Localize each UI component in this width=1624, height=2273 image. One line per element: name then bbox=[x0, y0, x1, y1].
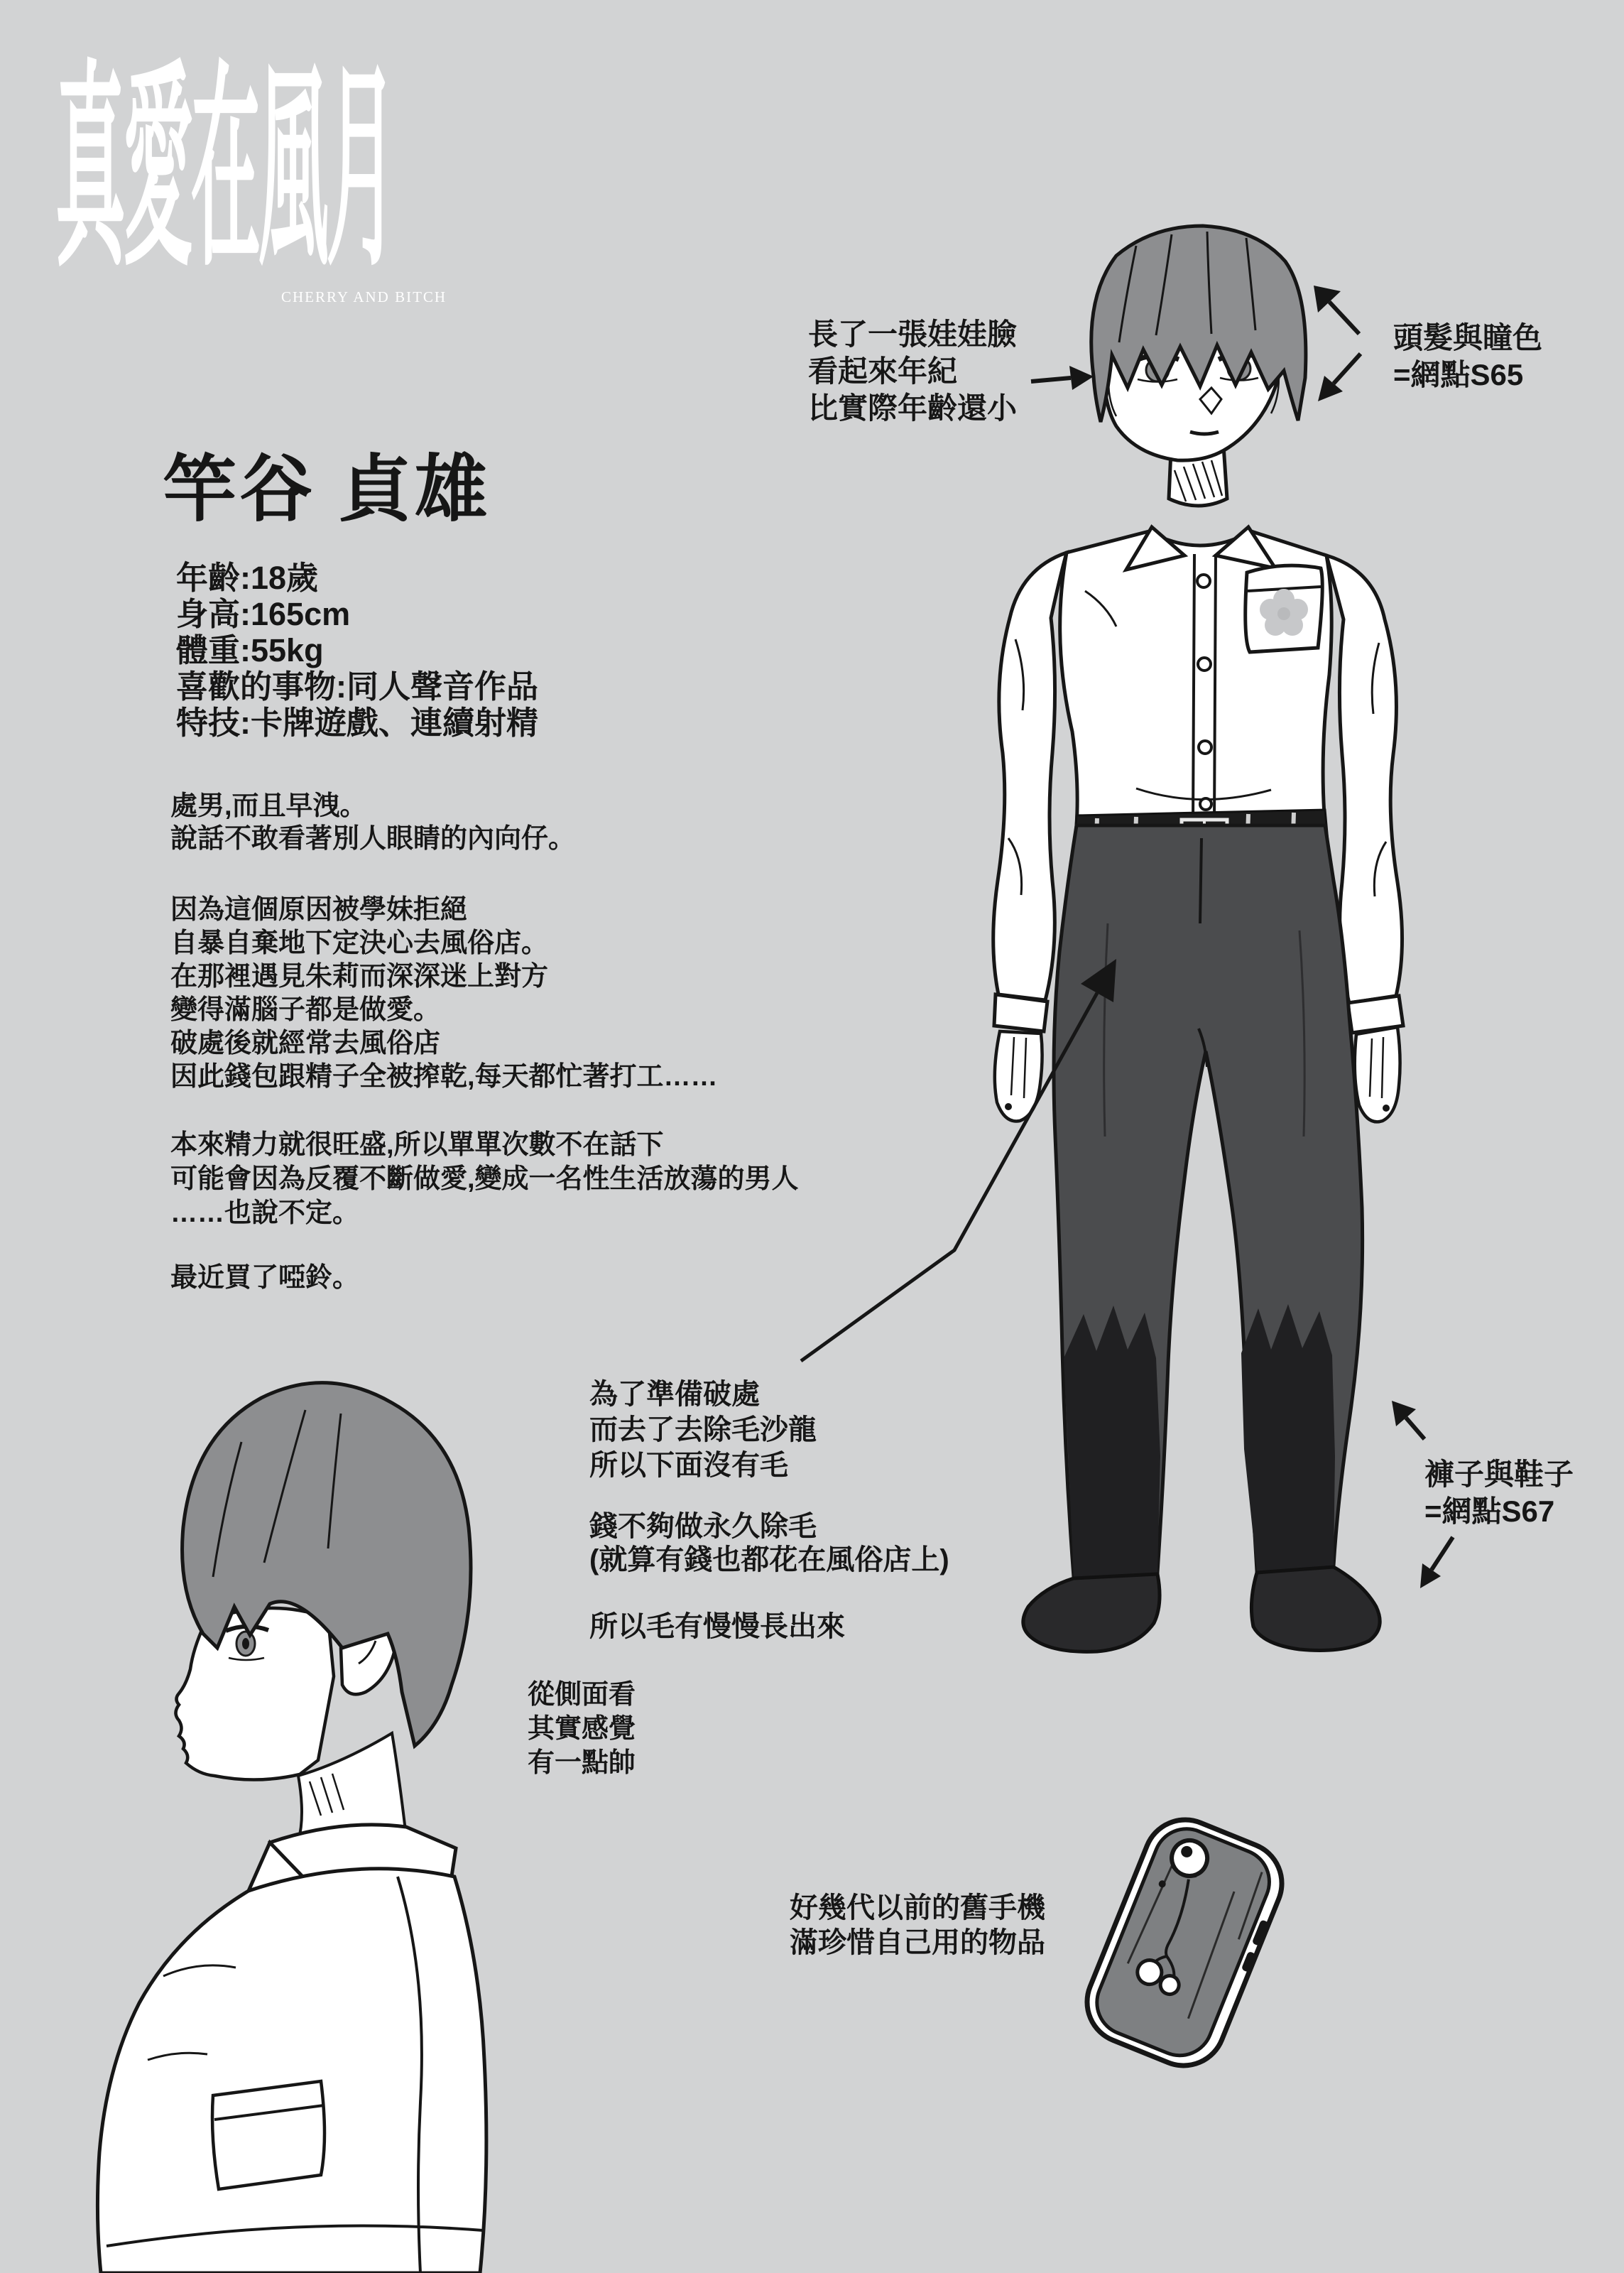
eye-tone-arrow-icon bbox=[1318, 354, 1361, 401]
hair-tone-arrow-icon bbox=[1314, 286, 1359, 334]
standing-figure-drawing bbox=[993, 226, 1403, 1651]
annotation-line: 頭髮與瞳色 bbox=[1393, 321, 1543, 354]
annotation-line: 長了一張娃娃臉 bbox=[808, 318, 1018, 351]
pants-tone-arrow-icon bbox=[1392, 1401, 1424, 1439]
bio-paragraph-1 bbox=[170, 790, 575, 855]
bio-line: 最近買了啞鈴。 bbox=[170, 1263, 360, 1293]
bio-line: ……也說不定。 bbox=[170, 1198, 360, 1228]
bio-line: 處男,而且早洩。 bbox=[170, 791, 367, 821]
bio-line: 在那裡遇見朱莉而深深迷上對方 bbox=[170, 962, 549, 992]
bio-line: 可能會因為反覆不斷做愛,變成一名性生活放蕩的男人 bbox=[170, 1164, 799, 1194]
annotation-hair-tone bbox=[1393, 320, 1542, 394]
stat-height: 身高:165cm bbox=[176, 596, 351, 632]
series-logo-title: 真愛在風月 bbox=[55, 50, 394, 292]
annotation-pants-tone bbox=[1424, 1456, 1574, 1530]
annotation-side-profile bbox=[528, 1678, 636, 1780]
stat-skills: 特技:卡牌遊戲、連續射精 bbox=[176, 705, 538, 741]
bio-line: 自暴自棄地下定決心去風俗店。 bbox=[170, 928, 549, 958]
series-logo-subtitle: CHERRY AND BITCH bbox=[281, 288, 447, 305]
character-stats bbox=[176, 560, 538, 741]
bio-paragraph-4 bbox=[170, 1262, 359, 1294]
annotation-line: 所以毛有慢慢長出來 bbox=[589, 1611, 845, 1642]
phone-drawing bbox=[1074, 1808, 1294, 2078]
stat-age: 年齡:18歲 bbox=[176, 560, 319, 596]
annotation-line: 滿珍惜自己用的物品 bbox=[790, 1927, 1045, 1958]
annotation-line: 好幾代以前的舊手機 bbox=[790, 1892, 1045, 1924]
annotation-line: 所以下面沒有毛 bbox=[589, 1450, 788, 1481]
annotation-grooming-3 bbox=[589, 1604, 845, 1644]
bio-line: 本來精力就很旺盛,所以單單次數不在話下 bbox=[170, 1130, 664, 1160]
annotation-line: =網點S65 bbox=[1393, 358, 1524, 391]
shoes-tone-arrow-icon bbox=[1420, 1537, 1453, 1588]
annotation-phone bbox=[790, 1891, 1045, 1960]
babyface-arrow-icon bbox=[1031, 366, 1094, 390]
character-name: 竿谷 貞雄 bbox=[163, 448, 491, 530]
annotation-line: (就算有錢也都花在風俗店上) bbox=[589, 1544, 949, 1575]
bio-paragraph-2 bbox=[170, 894, 718, 1094]
annotation-grooming-2 bbox=[589, 1510, 949, 1577]
annotation-line: 其實感覺 bbox=[528, 1714, 636, 1744]
bio-line: 因此錢包跟精子全被搾乾,每天都忙著打工…… bbox=[170, 1062, 718, 1092]
annotation-line: 看起來年紀 bbox=[808, 354, 958, 388]
annotation-line: 錢不夠做永久除毛 bbox=[589, 1511, 817, 1542]
bio-paragraph-3 bbox=[170, 1128, 799, 1230]
annotation-line: 而去了去除毛沙龍 bbox=[589, 1414, 817, 1445]
annotation-line: 比實際年齡還小 bbox=[808, 391, 1018, 425]
annotation-line: =網點S67 bbox=[1424, 1494, 1555, 1528]
stat-weight: 體重:55kg bbox=[176, 632, 324, 668]
annotation-line: 有一點帥 bbox=[528, 1748, 636, 1778]
stat-likes: 喜歡的事物:同人聲音作品 bbox=[176, 668, 538, 705]
bio-line: 變得滿腦子都是做愛。 bbox=[170, 995, 441, 1025]
annotation-grooming bbox=[589, 1377, 817, 1483]
side-profile-drawing bbox=[97, 1383, 486, 2273]
bio-line: 說話不敢看著別人眼睛的內向仔。 bbox=[170, 824, 576, 854]
annotation-line: 褲子與鞋子 bbox=[1424, 1458, 1574, 1491]
annotation-babyface bbox=[808, 316, 1017, 427]
bio-line: 因為這個原因被學妹拒絕 bbox=[170, 895, 468, 925]
annotation-line: 為了準備破處 bbox=[589, 1379, 760, 1410]
annotation-line: 從側面看 bbox=[528, 1680, 636, 1710]
bio-line: 破處後就經常去風俗店 bbox=[170, 1029, 441, 1058]
